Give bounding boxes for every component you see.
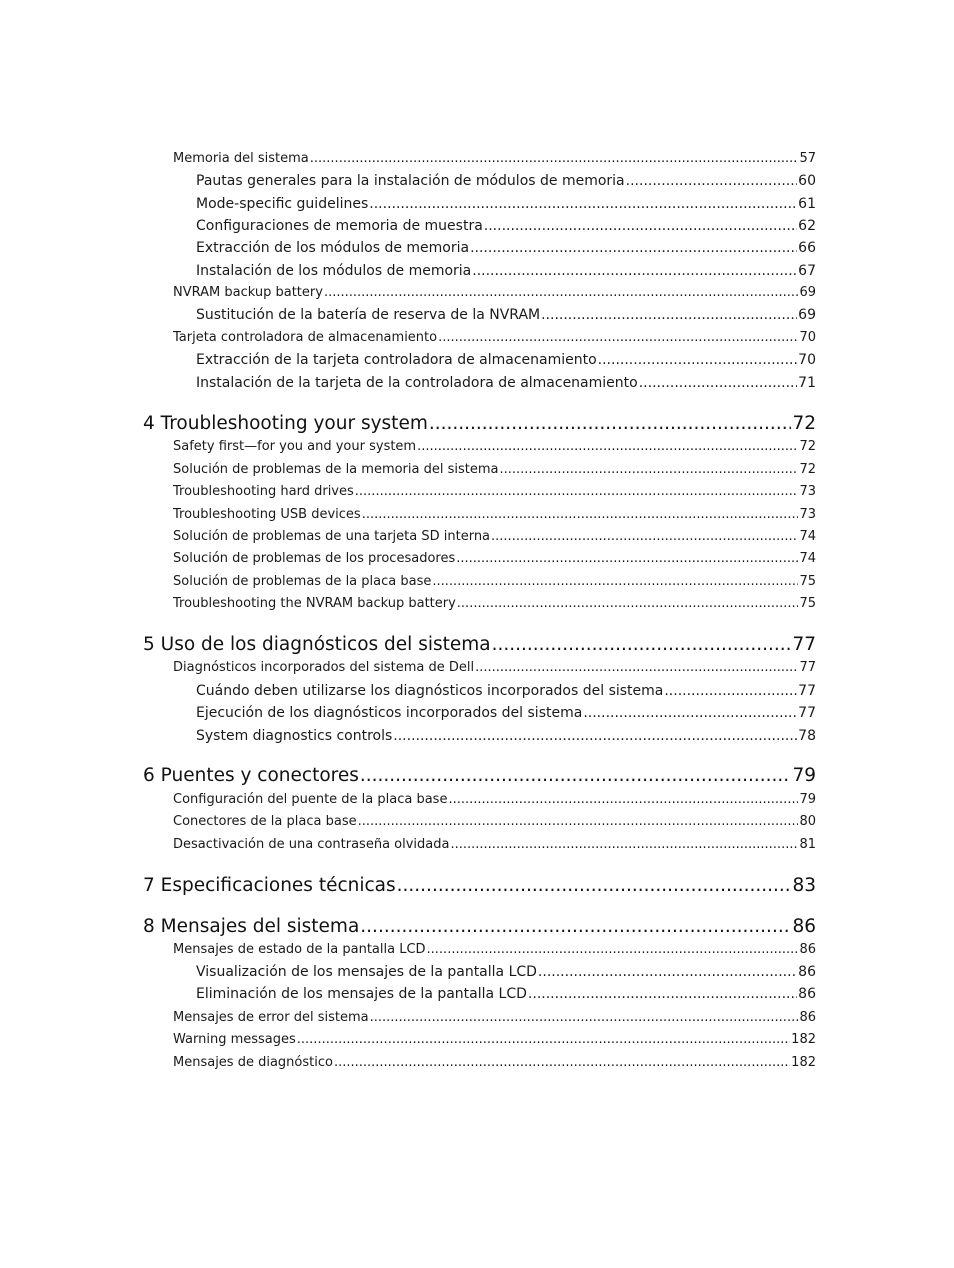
toc-chapter-title: 8 Mensajes del sistema [143,916,360,937]
toc-entry-page: 72 [799,439,816,454]
toc-entry-page: 60 [798,173,816,189]
dot-leader [432,574,798,589]
toc-entry-page: 73 [799,484,816,499]
toc-entry-page: 86 [798,964,816,980]
toc-entry-title: Pautas generales para la instalación de módulos de memoria [196,173,625,189]
toc-chapter-page: 79 [792,765,816,786]
toc-entry-title: Mode-specific guidelines [196,196,369,212]
toc-entry-page: 86 [799,942,816,957]
toc-entry[interactable] [173,330,816,348]
toc-entry-page: 71 [798,375,816,391]
dot-leader [370,1010,799,1025]
toc-entry[interactable] [196,986,816,1005]
toc-entry-title: Troubleshooting hard drives [173,484,354,499]
toc-entry-title: Instalación de la tarjeta de la controladora de almacenamiento [196,375,638,391]
toc-entry-title: Troubleshooting the NVRAM backup battery [173,596,456,611]
dot-leader [492,634,792,655]
toc-entry[interactable] [173,529,816,547]
toc-entry[interactable] [173,596,816,614]
toc-chapter-title: 5 Uso de los diagnósticos del sistema [143,634,491,655]
toc-entry-page: 77 [798,705,816,721]
toc-entry-page: 78 [798,728,816,744]
toc-entry[interactable] [173,837,816,855]
toc-entry-title: System diagnostics controls [196,728,393,744]
dot-leader [472,263,797,279]
toc-entry-page: 72 [799,462,816,477]
toc-entry-page: 79 [799,792,816,807]
dot-leader [450,837,798,852]
dot-leader [456,551,798,566]
toc-entry[interactable] [173,151,816,169]
dot-leader [475,660,798,675]
toc-chapter[interactable] [143,413,816,437]
toc-entry-title: Solución de problemas de una tarjeta SD interna [173,529,491,544]
dot-leader [362,507,799,522]
toc-entry-page: 66 [798,240,816,256]
dot-leader [429,413,792,434]
dot-leader [438,330,798,345]
toc-entry[interactable] [196,964,816,983]
toc-entry-title: Extracción de los módulos de memoria [196,240,470,256]
toc-chapter[interactable] [143,875,816,899]
toc-entry[interactable] [173,942,816,960]
dot-leader [541,307,797,323]
toc-entry-page: 77 [798,683,816,699]
toc-entry-title: Configuración del puente de la placa base [173,792,448,807]
dot-leader [324,285,799,300]
toc-entry-title: Ejecución de los diagnósticos incorporados del sistema [196,705,583,721]
dot-leader [470,240,797,256]
toc-entry-page: 61 [798,196,816,212]
toc-entry[interactable] [173,551,816,569]
toc-entry[interactable] [196,375,816,394]
dot-leader [448,792,798,807]
dot-leader [583,705,797,721]
toc-entry[interactable] [196,173,816,192]
toc-entry-page: 86 [799,1010,816,1025]
toc-chapter-page: 83 [792,875,816,896]
toc-entry[interactable] [196,352,816,371]
toc-chapter-title: 4 Troubleshooting your system [143,413,428,434]
toc-entry-page: 75 [799,596,816,611]
toc-chapter-title: 7 Especificaciones técnicas [143,875,396,896]
toc-entry-page: 70 [798,352,816,368]
toc-entry-page: 74 [799,551,816,566]
toc-entry[interactable] [173,814,816,832]
toc-entry-title: Memoria del sistema [173,151,309,166]
toc-entry[interactable] [173,484,816,502]
toc-entry-title: Mensajes de error del sistema [173,1010,369,1025]
toc-entry[interactable] [196,307,816,326]
toc-entry-page: 75 [799,574,816,589]
dot-leader [369,196,797,212]
toc-entry[interactable] [196,683,816,702]
dot-leader [664,683,797,699]
toc-entry-page: 86 [798,986,816,1002]
dot-leader [297,1032,790,1047]
toc-entry[interactable] [173,660,816,678]
toc-chapter-title: 6 Puentes y conectores [143,765,359,786]
dot-leader [626,173,798,189]
toc-entry-title: Solución de problemas de la memoria del sistema [173,462,499,477]
dot-leader [538,964,797,980]
toc-chapter-page: 86 [792,916,816,937]
toc-entry[interactable] [173,1032,816,1050]
toc-entry[interactable] [173,285,816,303]
dot-leader [457,596,799,611]
toc-entry-title: Desactivación de una contraseña olvidada [173,837,450,852]
toc-entry-title: Mensajes de estado de la pantalla LCD [173,942,426,957]
toc-entry-title: Instalación de los módulos de memoria [196,263,472,279]
toc-entry-page: 81 [799,837,816,852]
toc-entry-page: 69 [799,285,816,300]
toc-entry[interactable] [196,705,816,724]
toc-entry-title: Tarjeta controladora de almacenamiento [173,330,438,345]
toc-entry-title: Sustitución de la batería de reserva de la NVRAM [196,307,541,323]
dot-leader [393,728,797,744]
dot-leader [360,765,792,786]
toc-chapter[interactable] [143,765,816,789]
toc-entry[interactable] [196,218,816,237]
toc-entry[interactable] [173,574,816,592]
toc-chapter[interactable] [143,634,816,658]
toc-entry-page: 73 [799,507,816,522]
toc-entry-title: Troubleshooting USB devices [173,507,361,522]
toc-entry[interactable] [173,462,816,480]
toc-entry[interactable] [173,1055,816,1073]
dot-leader [427,942,799,957]
toc-entry-title: Diagnósticos incorporados del sistema de Dell [173,660,475,675]
toc-entry-page: 67 [798,263,816,279]
toc-entry-page: 77 [799,660,816,675]
toc-entry-title: Safety first—for you and your system [173,439,417,454]
toc-entry[interactable] [173,507,816,525]
toc-entry-title: Cuándo deben utilizarse los diagnósticos incorporados del sistema [196,683,664,699]
toc-entry-page: 80 [799,814,816,829]
toc-entry[interactable] [173,1010,816,1028]
toc-entry-title: Extracción de la tarjeta controladora de almacenamiento [196,352,597,368]
toc-entry-title: Conectores de la placa base [173,814,357,829]
toc-entry-title: Visualización de los mensajes de la pantalla LCD [196,964,537,980]
toc-entry-page: 62 [798,218,816,234]
toc-entry-page: 182 [791,1032,816,1047]
toc-entry-title: Solución de problemas de los procesadores [173,551,456,566]
dot-leader [355,484,799,499]
dot-leader [484,218,797,234]
toc-entry[interactable] [173,439,816,457]
toc-entry-title: Eliminación de los mensajes de la pantalla LCD [196,986,527,1002]
toc-entry[interactable] [196,263,816,282]
dot-leader [334,1055,790,1070]
dot-leader [360,916,791,937]
toc-entry-page: 182 [791,1055,816,1070]
dot-leader [310,151,799,166]
toc-chapter-page: 77 [792,634,816,655]
dot-leader [528,986,797,1002]
toc-entry-page: 69 [798,307,816,323]
dot-leader [397,875,792,896]
toc-entry-page: 74 [799,529,816,544]
dot-leader [500,462,799,477]
toc-chapter-page: 72 [792,413,816,434]
dot-leader [639,375,797,391]
toc-entry-title: Mensajes de diagnóstico [173,1055,333,1070]
toc-entry-title: Solución de problemas de la placa base [173,574,432,589]
toc-entry[interactable] [196,196,816,215]
dot-leader [358,814,799,829]
toc-entry[interactable] [173,792,816,810]
toc-entry-title: Warning messages [173,1032,296,1047]
toc-entry[interactable] [196,240,816,259]
toc-entry-title: NVRAM backup battery [173,285,323,300]
dot-leader [491,529,798,544]
toc-entry-page: 57 [799,151,816,166]
dot-leader [598,352,798,368]
toc-entry[interactable] [196,728,816,747]
toc-entry-title: Configuraciones de memoria de muestra [196,218,483,234]
toc-chapter[interactable] [143,916,816,940]
toc-entry-page: 70 [799,330,816,345]
dot-leader [417,439,798,454]
